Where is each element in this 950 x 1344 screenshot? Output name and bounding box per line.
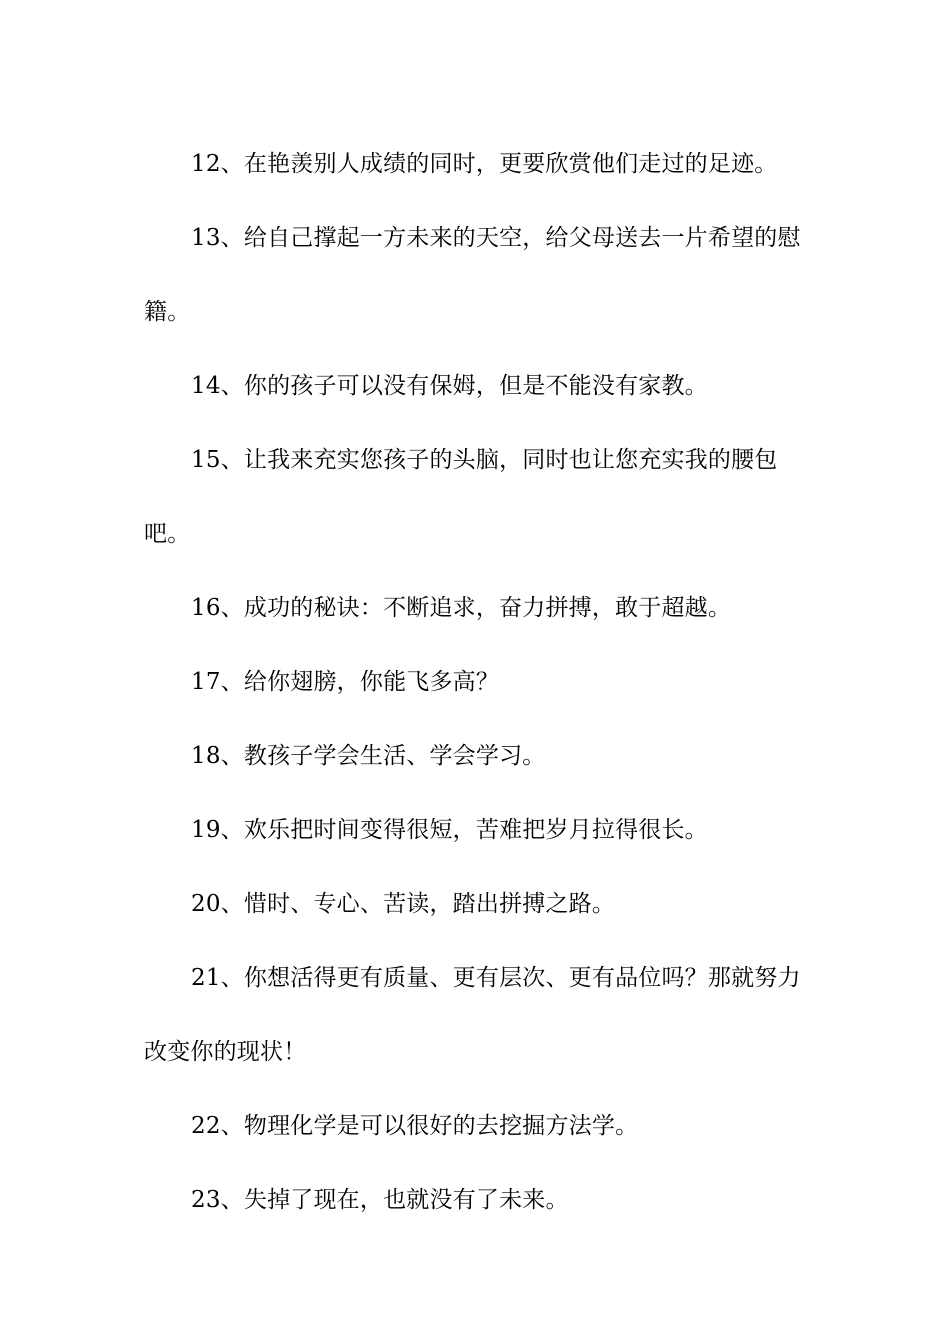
paragraph-22: 22、物理化学是可以很好的去挖掘方法学。 bbox=[191, 1113, 639, 1139]
paragraph-21: 21、你想活得更有质量、更有层次、更有品位吗？那就努力改变你的现状！ bbox=[144, 965, 801, 1065]
paragraph-18: 18、教孩子学会生活、学会学习。 bbox=[191, 743, 546, 769]
paragraph-23: 23、失掉了现在，也就没有了未来。 bbox=[191, 1187, 569, 1213]
paragraph-15: 15、让我来充实您孩子的头脑，同时也让您充实我的腰包吧。 bbox=[144, 447, 778, 547]
paragraph-14: 14、你的孩子可以没有保姆，但是不能没有家教。 bbox=[191, 373, 708, 399]
paragraph-19: 19、欢乐把时间变得很短，苦难把岁月拉得很长。 bbox=[191, 817, 708, 843]
paragraph-13: 13、给自己撑起一方未来的天空，给父母送去一片希望的慰籍。 bbox=[144, 225, 801, 325]
document-body bbox=[144, 127, 806, 1237]
paragraph-16: 16、成功的秘诀：不断追求，奋力拼搏，敢于超越。 bbox=[191, 595, 732, 621]
paragraph-20: 20、惜时、专心、苦读，踏出拼搏之路。 bbox=[191, 891, 616, 917]
paragraph-12: 12、在艳羡别人成绩的同时，更要欣赏他们走过的足迹。 bbox=[191, 151, 778, 177]
paragraph-17: 17、给你翅膀，你能飞多高？ bbox=[191, 669, 500, 695]
